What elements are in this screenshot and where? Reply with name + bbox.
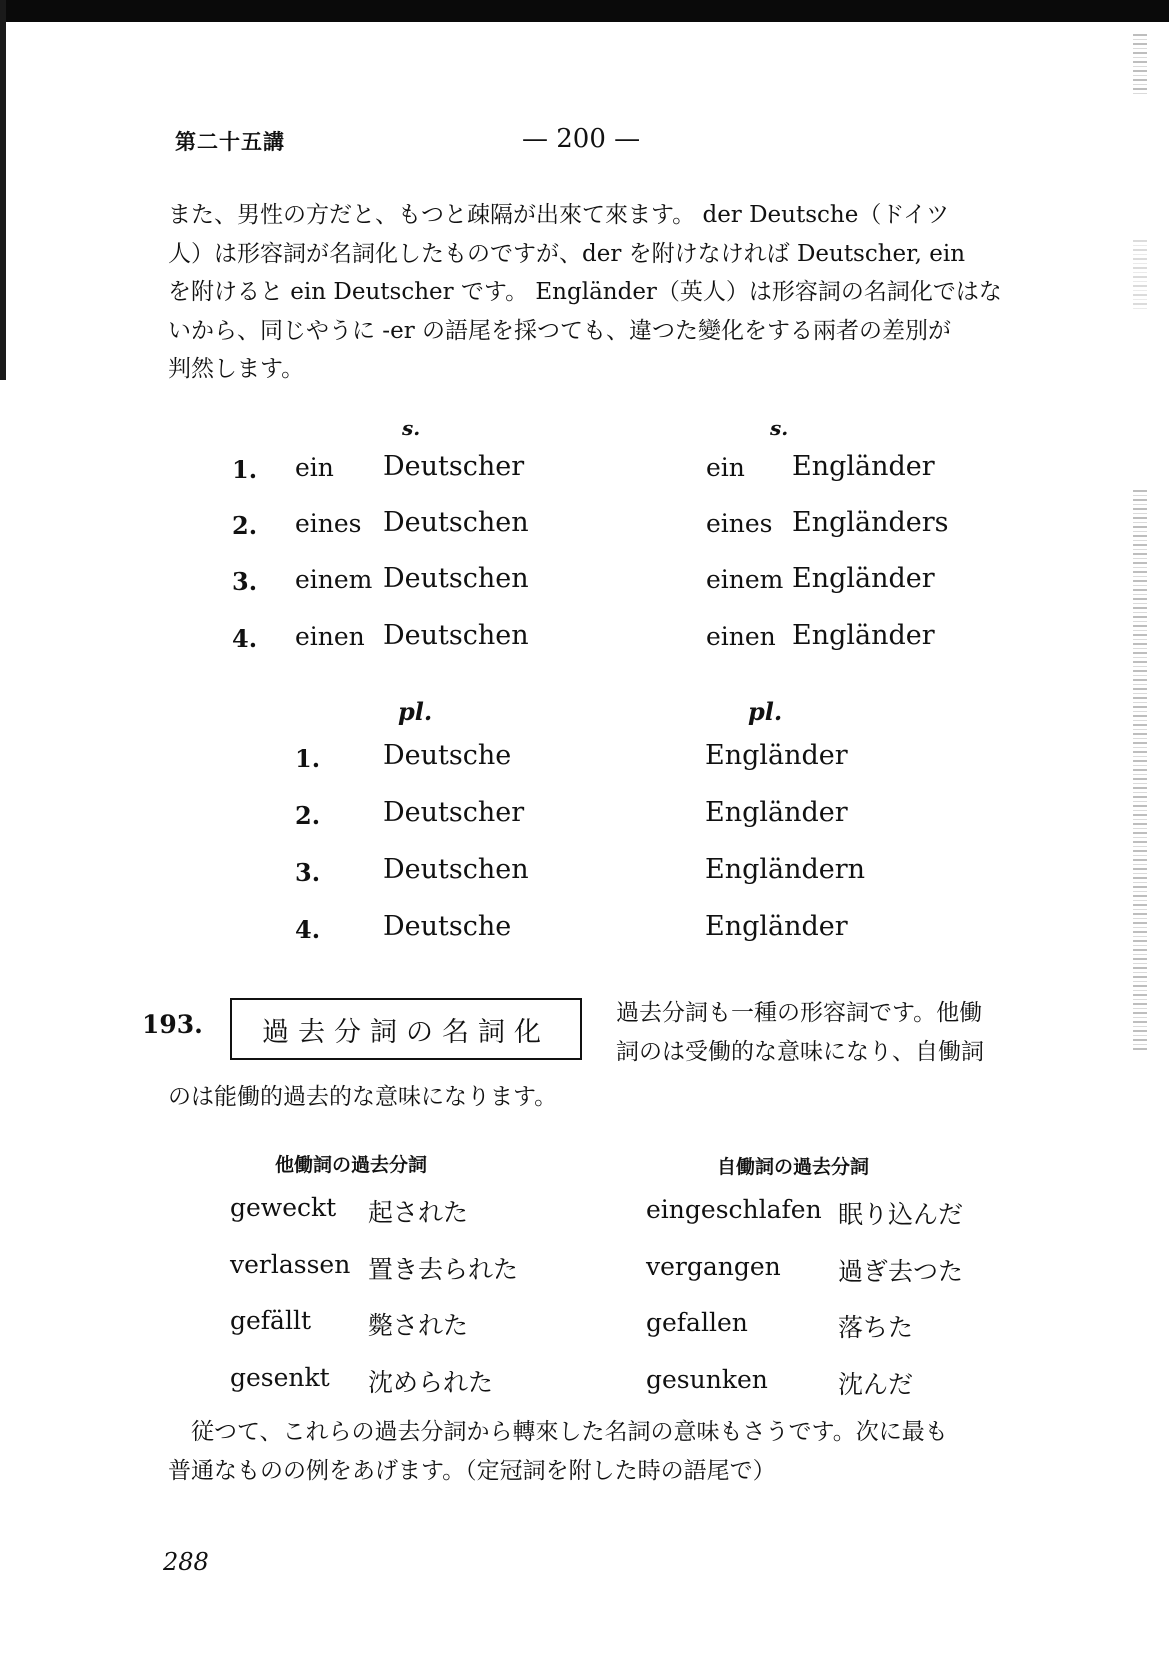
text-line: 詞のは受働的な意味になり、自働詞 — [616, 1038, 984, 1065]
intro-paragraph — [168, 196, 1002, 389]
japanese-meaning: 眠り込んだ — [838, 1200, 964, 1229]
lesson-heading: 第二十五講 — [175, 129, 285, 154]
section-number: 193. — [142, 1010, 203, 1039]
section-continuation — [168, 1078, 557, 1117]
article: ein — [295, 453, 334, 482]
running-page-number: — 200 — — [522, 124, 641, 154]
german-participle: gesenkt — [230, 1363, 330, 1392]
japanese-meaning: 沈められた — [368, 1368, 494, 1397]
noun: Deutsche — [383, 740, 512, 771]
german-participle: verlassen — [230, 1250, 351, 1279]
article: einem — [295, 565, 373, 594]
plural-label: pl. — [398, 697, 433, 726]
section-title: 過去分詞の名詞化 — [262, 1016, 550, 1048]
noun: Engländern — [705, 854, 866, 885]
scan-speckle — [1133, 240, 1147, 310]
german-participle: gefällt — [230, 1306, 311, 1335]
article: einen — [706, 622, 776, 651]
text-line: 人）は形容詞が名詞化したものですが、der を附けなければ Deutscher, ein — [168, 240, 966, 267]
noun: Engländer — [705, 911, 848, 942]
case-number: 2. — [295, 801, 321, 830]
case-number: 1. — [295, 744, 321, 773]
noun: Deutschen — [383, 507, 529, 538]
noun: Engländer — [792, 451, 935, 482]
article: einen — [295, 622, 365, 651]
case-number: 1. — [232, 455, 258, 484]
case-number: 3. — [232, 567, 258, 596]
scan-top-border — [0, 0, 1169, 22]
noun: Engländers — [792, 507, 949, 538]
japanese-meaning: 斃された — [368, 1311, 469, 1340]
text-line: いから、同じやうに -er の語尾を採つても、違つた變化をする兩者の差別が — [168, 317, 951, 344]
noun: Engländer — [705, 797, 848, 828]
singular-label: s. — [402, 416, 421, 440]
text-line: 従つて、これらの過去分詞から轉來した名詞の意味もさうです。次に最も — [168, 1419, 948, 1445]
singular-label: s. — [770, 416, 789, 440]
article: einem — [706, 565, 784, 594]
case-number: 4. — [295, 915, 321, 944]
transitive-header: 他働詞の過去分詞 — [275, 1154, 428, 1176]
noun: Engländer — [792, 620, 935, 651]
noun: Deutscher — [383, 797, 525, 828]
scan-speckle — [1133, 34, 1147, 94]
german-participle: gefallen — [646, 1308, 748, 1337]
case-number: 4. — [232, 624, 258, 653]
page-number: 288 — [163, 1548, 209, 1576]
scan-left-border — [0, 0, 6, 380]
japanese-meaning: 過ぎ去つた — [838, 1257, 964, 1286]
text-line: のは能働的過去的な意味になります。 — [168, 1084, 558, 1110]
japanese-meaning: 落ちた — [838, 1313, 914, 1342]
german-participle: gesunken — [646, 1365, 768, 1394]
japanese-meaning: 置き去られた — [368, 1255, 519, 1284]
scan-speckle — [1133, 490, 1147, 1050]
german-participle: vergangen — [646, 1252, 781, 1281]
noun: Deutschen — [383, 854, 529, 885]
plural-label: pl. — [748, 697, 783, 726]
text-line: 過去分詞も一種の形容詞です。他働 — [616, 1000, 983, 1026]
japanese-meaning: 沈んだ — [838, 1370, 914, 1399]
section-title-box — [230, 998, 582, 1060]
noun: Deutscher — [383, 451, 525, 482]
text-line: 普通なものの例をあげます。（定冠詞を附した時の語尾で） — [168, 1457, 776, 1484]
article: ein — [706, 453, 745, 482]
article: eines — [295, 509, 362, 538]
closing-paragraph — [168, 1413, 948, 1490]
section-side-text — [616, 994, 984, 1071]
noun: Deutschen — [383, 563, 529, 594]
noun: Engländer — [792, 563, 935, 594]
text-line: また、男性の方だと、もつと疎隔が出來て來ます。 der Deutsche（ドイツ — [168, 202, 950, 228]
intransitive-header: 自働詞の過去分詞 — [717, 1156, 870, 1178]
case-number: 3. — [295, 858, 321, 887]
text-line: を附けると ein Deutscher です。 Engländer（英人）は形容詞の名詞化ではな — [168, 279, 1002, 305]
noun: Deutschen — [383, 620, 529, 651]
article: eines — [706, 509, 773, 538]
noun: Engländer — [705, 740, 848, 771]
japanese-meaning: 起された — [368, 1198, 469, 1227]
german-participle: geweckt — [230, 1193, 337, 1222]
german-participle: eingeschlafen — [646, 1195, 822, 1224]
noun: Deutsche — [383, 911, 512, 942]
case-number: 2. — [232, 511, 258, 540]
text-line: 判然します。 — [168, 356, 305, 382]
